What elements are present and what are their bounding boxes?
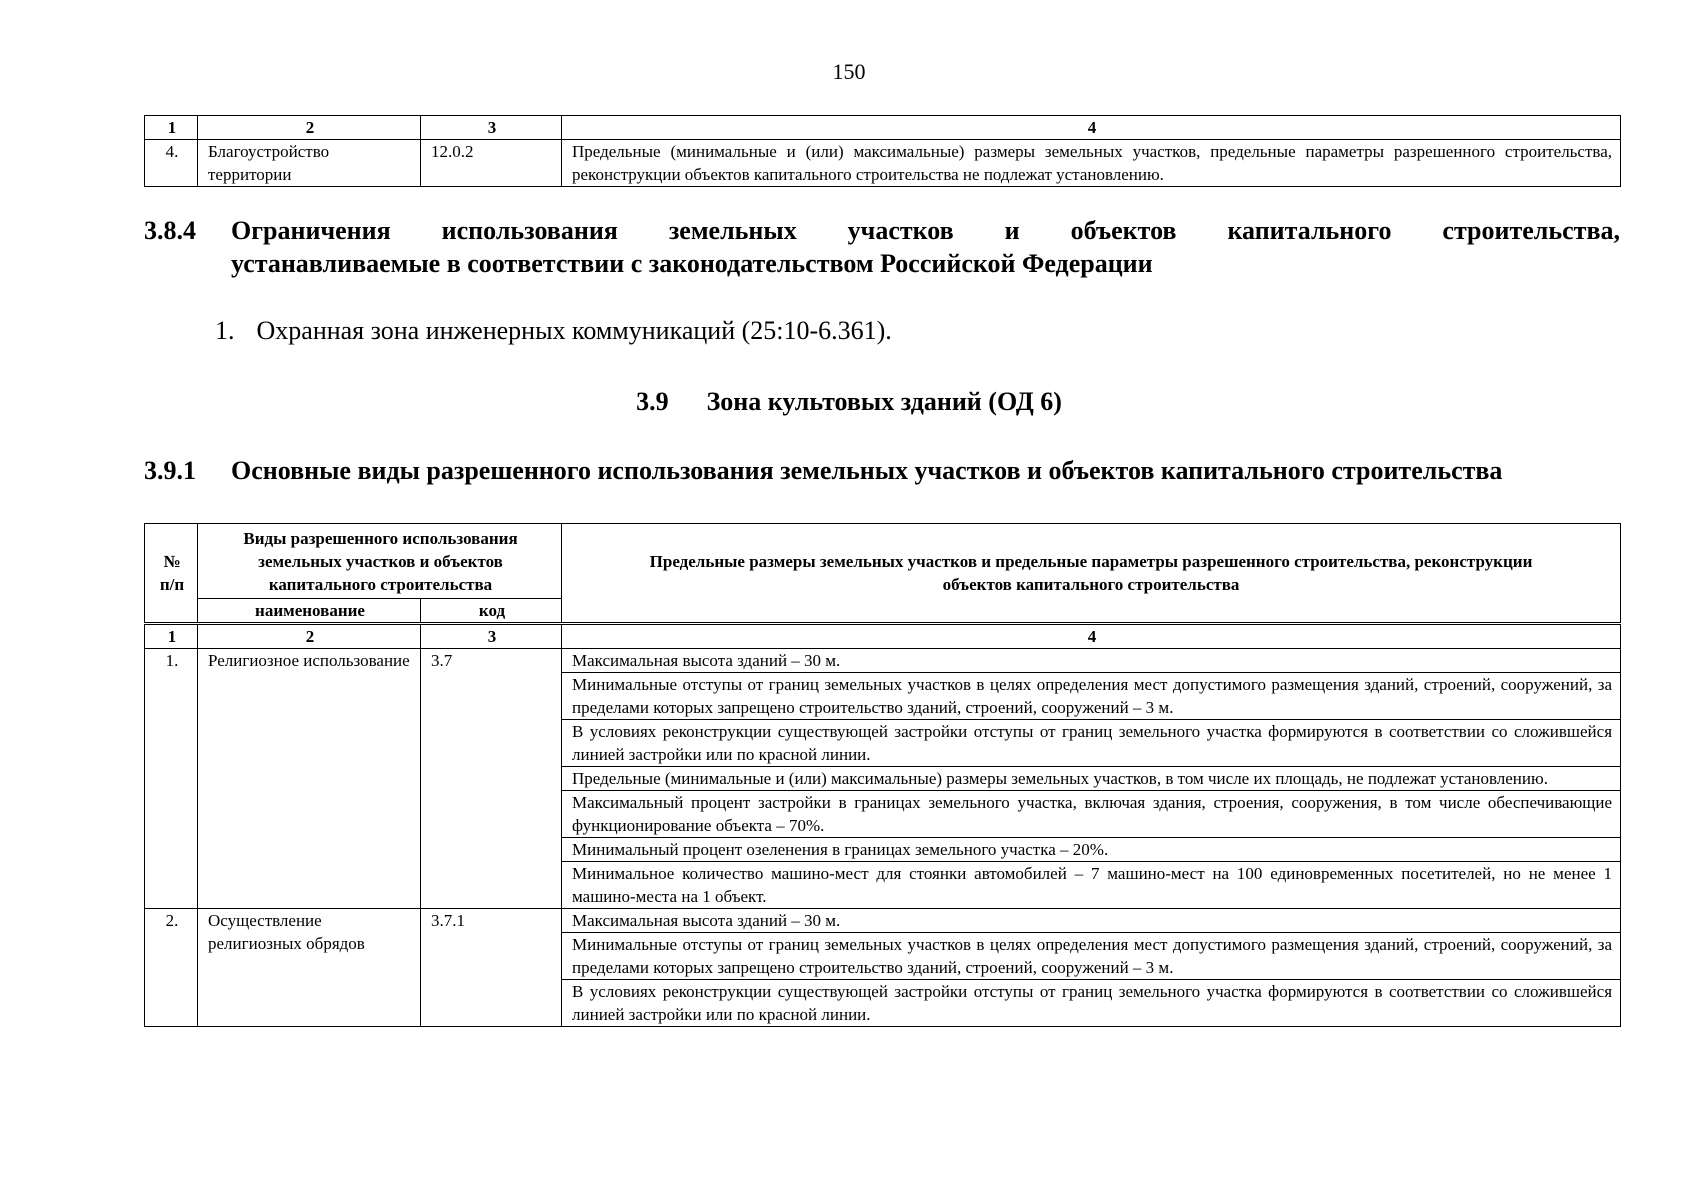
column-number: 4 bbox=[562, 624, 1621, 649]
column-number: 2 bbox=[198, 116, 421, 140]
column-number: 4 bbox=[562, 116, 1621, 140]
section-number: 3.9.1 bbox=[144, 456, 196, 485]
list-item-text: Охранная зона инженерных коммуникаций (25:10-6.361). bbox=[256, 316, 892, 345]
parameter-text: Максимальная высота зданий – 30 м. bbox=[562, 909, 1621, 933]
parameter-text: В условиях реконструкции существующей застройки отступы от границ земельного участка формируются в соответствии со сложившейся линией застройки или по красной линии. bbox=[562, 980, 1621, 1027]
section-title: Основные виды разрешенного использования земельных участков и объектов капитального строительства bbox=[231, 456, 1503, 485]
section-number: 3.9 bbox=[636, 387, 669, 416]
list-item-number: 1. bbox=[215, 316, 235, 345]
header-code: код bbox=[421, 599, 562, 624]
row-number: 1. bbox=[145, 649, 198, 909]
section-title-line: Ограничения использования земельных участков и объектов капитального строительства, bbox=[231, 216, 1620, 245]
table-row bbox=[145, 649, 1621, 673]
zone-heading bbox=[0, 385, 1698, 418]
column-number: 2 bbox=[198, 624, 421, 649]
column-number-row bbox=[145, 624, 1621, 649]
parameter-text: Максимальная высота зданий – 30 м. bbox=[562, 649, 1621, 673]
section-number: 3.8.4 bbox=[144, 216, 196, 245]
list-item bbox=[215, 314, 892, 347]
parameter-text: В условиях реконструкции существующей застройки отступы от границ земельного участка формируются в соответствии со сложившейся линией застройки или по красной линии. bbox=[562, 720, 1621, 767]
use-name: Религиозное использование bbox=[198, 649, 421, 909]
use-code: 3.7 bbox=[421, 649, 562, 909]
parameter-text: Минимальные отступы от границ земельных участков в целях определения мест допустимого размещения зданий, строений, сооружений, за пределами которых запрещено строительство зданий, строений, сооружений – 3 м. bbox=[562, 673, 1621, 720]
header-number: № п/п bbox=[145, 524, 198, 624]
section-title-line: устанавливаемые в соответствии с законодательством Российской Федерации bbox=[231, 249, 1153, 278]
table-row bbox=[145, 140, 1621, 187]
use-name: Благоустройство территории bbox=[198, 140, 421, 187]
section-title bbox=[231, 214, 1620, 280]
header-parameters: Предельные размеры земельных участков и предельные параметры разрешенного строительства, реконструкции объектов капитального строительства bbox=[562, 524, 1621, 624]
header-name: наименование bbox=[198, 599, 421, 624]
use-name: Осуществление религиозных обрядов bbox=[198, 909, 421, 1027]
parameter-text: Минимальный процент озеленения в границах земельного участка – 20%. bbox=[562, 838, 1621, 862]
row-number: 2. bbox=[145, 909, 198, 1027]
parameter-text: Минимальные отступы от границ земельных участков в целях определения мест допустимого размещения зданий, строений, сооружений, за пределами которых запрещено строительство зданий, строений, сооружений – 3 м. bbox=[562, 933, 1621, 980]
page-number: 150 bbox=[832, 59, 866, 84]
column-number: 1 bbox=[145, 116, 198, 140]
row-number: 4. bbox=[145, 140, 198, 187]
parameter-text: Предельные (минимальные и (или) максимальные) размеры земельных участков, в том числе их площадь, не подлежат установлению. bbox=[562, 767, 1621, 791]
use-code: 3.7.1 bbox=[421, 909, 562, 1027]
parameter-text: Максимальный процент застройки в границах земельного участка, включая здания, строения, сооружения, в том числе обеспечивающие функционирование объекта – 70%. bbox=[562, 791, 1621, 838]
column-number: 3 bbox=[421, 116, 562, 140]
header-use-types: Виды разрешенного использования земельных участков и объектов капитального строительства bbox=[198, 524, 562, 599]
parameter-text: Предельные (минимальные и (или) максимальные) размеры земельных участков, предельные параметры разрешенного строительства, реконструкции объектов капитального строительства не подлежат установлению. bbox=[562, 140, 1621, 187]
use-code: 12.0.2 bbox=[421, 140, 562, 187]
header-row bbox=[145, 524, 1621, 599]
section-title: Зона культовых зданий (ОД 6) bbox=[706, 387, 1062, 416]
table-row bbox=[145, 909, 1621, 933]
column-number: 3 bbox=[421, 624, 562, 649]
previous-table bbox=[144, 115, 1621, 187]
column-number: 1 bbox=[145, 624, 198, 649]
parameter-text: Минимальное количество машино-мест для стоянки автомобилей – 7 машино-мест на 100 единовременных посетителей, но не менее 1 машино-места на 1 объект. bbox=[562, 862, 1621, 909]
column-number-row bbox=[145, 116, 1621, 140]
permitted-use-table bbox=[144, 523, 1621, 1027]
